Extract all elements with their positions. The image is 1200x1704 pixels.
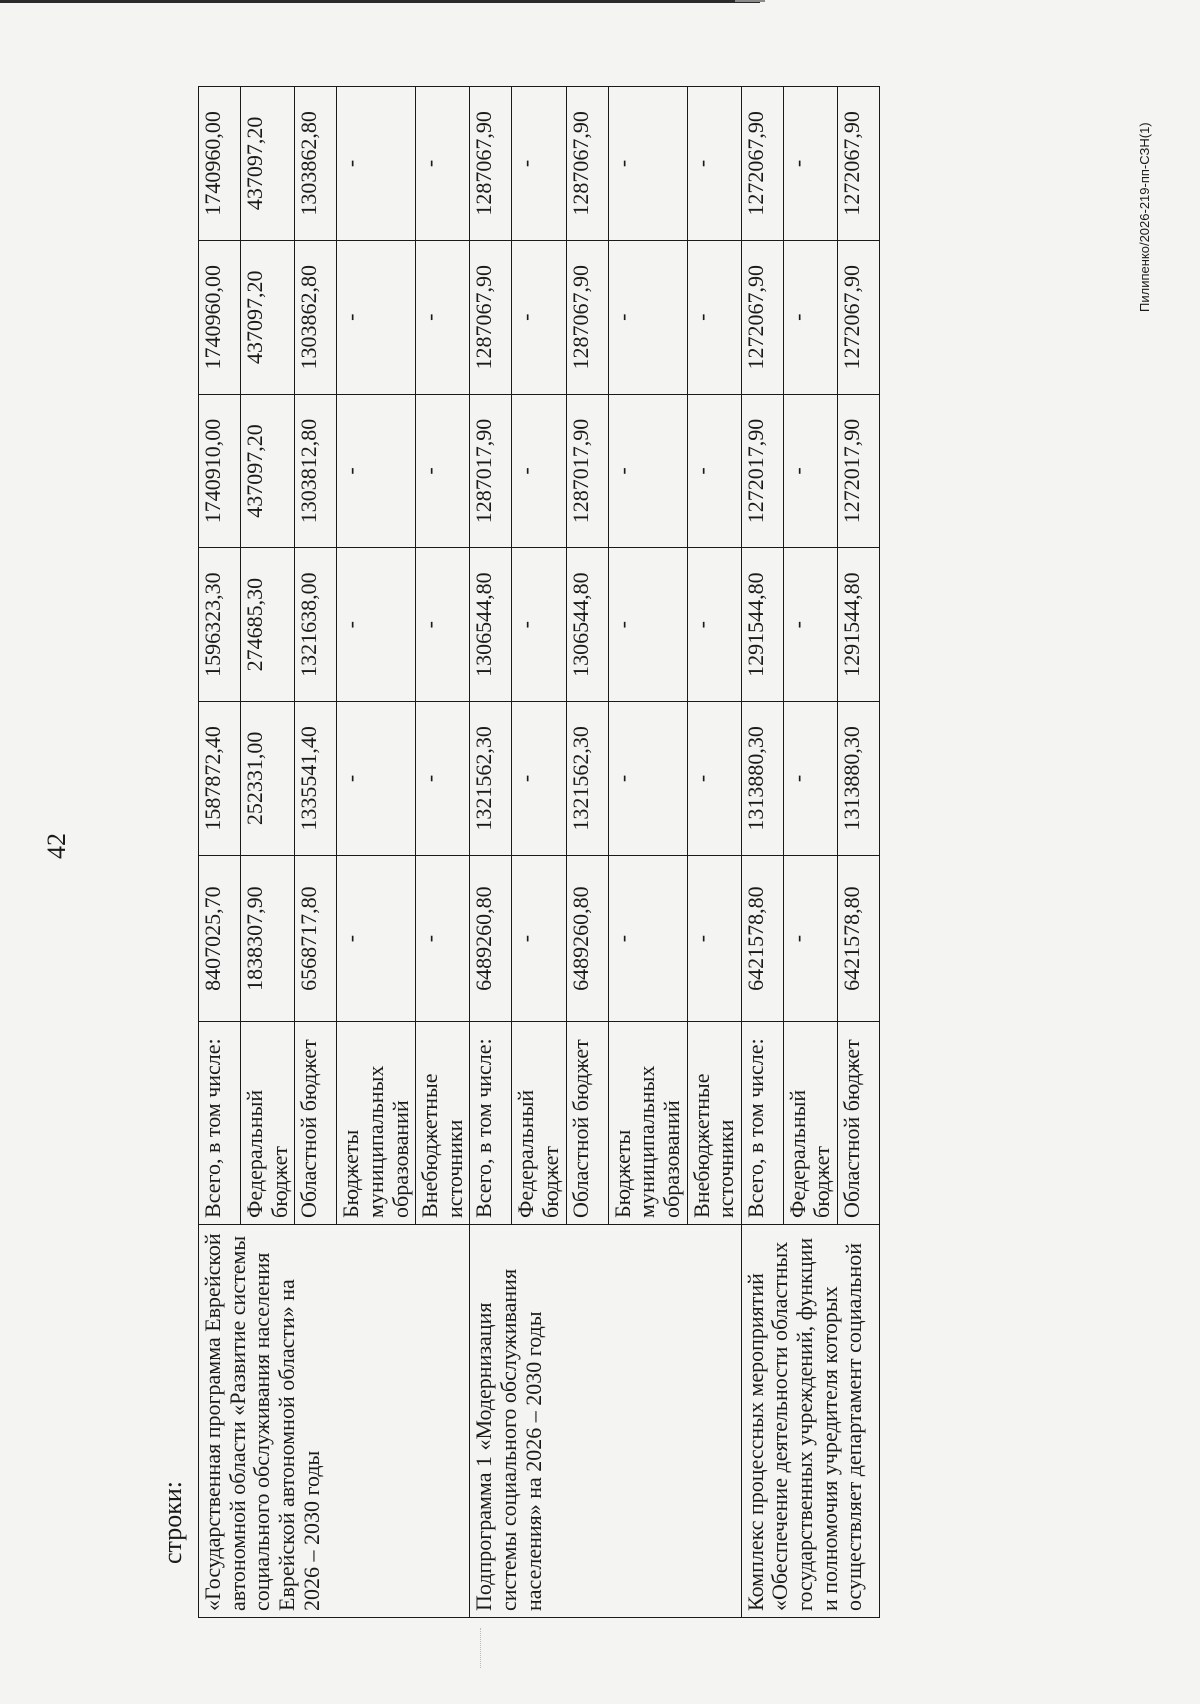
value-cell: 1306544,80 [470,548,512,702]
value-cell: - [608,548,687,702]
subprogram-title-cell: Подпрограмма 1 «Модернизация системы социального обслуживания населения» на 2026 – 2030 годы [470,1224,741,1617]
program-title-cell: «Государственная программа Еврейской автономной области «Развитие системы социального обслуживания населения Еврейской автономной области» на 2026 – 2030 годы [199,1224,470,1617]
document-code: Пилипенко/2026-219-пп-СЗН(1) [1137,122,1152,312]
value-cell: - [337,87,416,241]
value-cell: - [783,240,837,394]
value-cell: 1306544,80 [566,548,608,702]
value-cell: - [608,240,687,394]
source-cell: Областной бюджет [838,1022,880,1224]
value-cell: - [783,702,837,856]
page-number: 42 [42,833,71,859]
value-cell: 6568717,80 [295,855,337,1022]
source-cell: Всего, в том числе: [199,1022,241,1224]
value-cell: - [783,855,837,1022]
value-cell: 1321562,30 [566,702,608,856]
value-cell: - [608,855,687,1022]
value-cell: 1303862,80 [295,240,337,394]
value-cell: - [337,855,416,1022]
value-cell: - [512,240,566,394]
source-cell: Всего, в том числе: [470,1022,512,1224]
value-cell: 1272067,90 [838,240,880,394]
value-cell: 1272067,90 [741,87,783,241]
value-cell: 1287017,90 [566,394,608,548]
value-cell: 1287067,90 [470,87,512,241]
value-cell: 1596323,30 [199,548,241,702]
source-cell: Бюджеты муниципальных образований [337,1022,416,1224]
value-cell: 252331,00 [241,702,295,856]
value-cell: 1321638,00 [295,548,337,702]
value-cell: 1303862,80 [295,87,337,241]
value-cell: - [687,855,741,1022]
value-cell: 1272017,90 [838,394,880,548]
intro-label: строки: [158,1481,187,1564]
value-cell: 1321562,30 [470,702,512,856]
source-cell: Внебюджетные источники [687,1022,741,1224]
value-cell: - [687,394,741,548]
value-cell: 1303812,80 [295,394,337,548]
value-cell: 1740960,00 [199,240,241,394]
value-cell: 6421578,80 [741,855,783,1022]
value-cell: - [783,548,837,702]
process-complex-title-cell: Комплекс процессных мероприятий «Обеспечение деятельности областных государственных учреждений, функции и полномочия учредителя которых осуществляет департамент социальной [741,1224,879,1617]
value-cell: 1287067,90 [566,240,608,394]
value-cell: 1313880,30 [838,702,880,856]
value-cell: 6421578,80 [838,855,880,1022]
value-cell: 6489260,80 [470,855,512,1022]
source-cell: Бюджеты муниципальных образований [608,1022,687,1224]
value-cell: - [416,548,470,702]
value-cell: - [687,548,741,702]
value-cell: 1291544,80 [741,548,783,702]
source-cell: Федеральный бюджет [241,1022,295,1224]
value-cell: - [337,548,416,702]
value-cell: - [512,394,566,548]
source-cell: Федеральный бюджет [512,1022,566,1224]
source-cell: Внебюджетные источники [416,1022,470,1224]
value-cell: 1287067,90 [566,87,608,241]
value-cell: - [337,394,416,548]
value-cell: - [416,87,470,241]
value-cell: 1838307,90 [241,855,295,1022]
value-cell: 437097,20 [241,240,295,394]
value-cell: - [687,87,741,241]
value-cell: - [512,87,566,241]
table-row [199,87,241,1618]
value-cell: - [608,702,687,856]
value-cell: - [512,855,566,1022]
value-cell: 6489260,80 [566,855,608,1022]
budget-table [198,86,880,1618]
value-cell: - [416,855,470,1022]
value-cell: 437097,20 [241,87,295,241]
value-cell: - [416,702,470,856]
value-cell: - [416,240,470,394]
value-cell: - [337,240,416,394]
value-cell: - [416,394,470,548]
value-cell: 1291544,80 [838,548,880,702]
value-cell: 274685,30 [241,548,295,702]
value-cell: 1272067,90 [838,87,880,241]
value-cell: - [783,87,837,241]
source-cell: Всего, в том числе: [741,1022,783,1224]
table-row [470,87,512,1618]
value-cell: - [608,394,687,548]
value-cell: 1335541,40 [295,702,337,856]
source-cell: Федеральный бюджет [783,1022,837,1224]
value-cell: 1287067,90 [470,240,512,394]
value-cell: 8407025,70 [199,855,241,1022]
value-cell: 437097,20 [241,394,295,548]
value-cell: - [337,702,416,856]
value-cell: 1587872,40 [199,702,241,856]
value-cell: - [783,394,837,548]
table-row [741,87,783,1618]
value-cell: - [512,548,566,702]
value-cell: - [687,240,741,394]
value-cell: 1287017,90 [470,394,512,548]
source-cell: Областной бюджет [566,1022,608,1224]
value-cell: - [608,87,687,241]
value-cell: - [512,702,566,856]
value-cell: 1272017,90 [741,394,783,548]
value-cell: 1313880,30 [741,702,783,856]
value-cell: 1272067,90 [741,240,783,394]
value-cell: - [687,702,741,856]
value-cell: 1740960,00 [199,87,241,241]
source-cell: Областной бюджет [295,1022,337,1224]
value-cell: 1740910,00 [199,394,241,548]
